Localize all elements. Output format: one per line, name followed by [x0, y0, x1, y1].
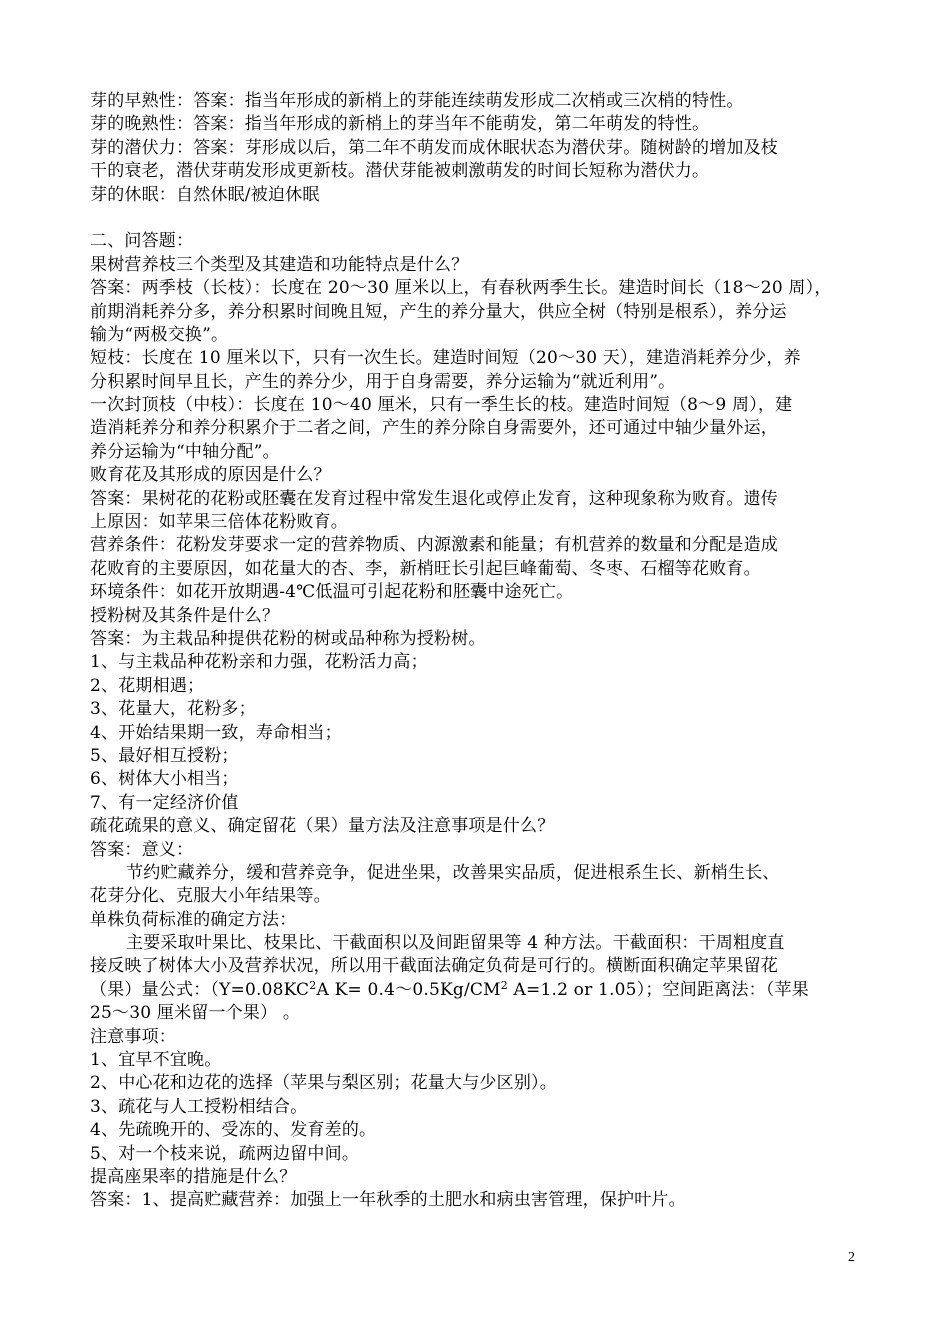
- list-item: 2、花期相遇；: [90, 675, 205, 696]
- list-item: 3、疏花与人工授粉相结合。: [90, 1096, 308, 1117]
- text-line: 答案：果树花的花粉或胚囊在发育过程中常发生退化或停止发育，这种现象称为败育。遗传: [90, 488, 778, 509]
- text-line: 主要采取叶果比、枝果比、干截面积以及间距留果等 4 种方法。干截面积：干周粗度直: [126, 933, 785, 954]
- list-item: 5、最好相互授粉；: [90, 745, 239, 766]
- question-heading: 疏花疏果的意义、确定留花（果）量方法及注意事项是什么？: [90, 816, 555, 837]
- list-item: 4、先疏晚开的、受冻的、发育差的。: [90, 1120, 377, 1141]
- text-line: 芽的休眠：自然休眠/被迫休眠: [90, 184, 320, 205]
- text-line: 芽的早熟性：答案：指当年形成的新梢上的芽能连续萌发形成二次梢或三次梢的特性。: [90, 91, 744, 111]
- text-line: 花败育的主要原因，如花量大的杏、李，新梢旺长引起巨峰葡萄、冬枣、石榴等花败育。: [90, 558, 761, 579]
- formula-text-part: A=1.2 or 1.05）；空间距离法：（苹果: [507, 979, 809, 1000]
- text-line: 25～30 厘米留一个果） 。: [90, 1003, 301, 1024]
- question-heading: 败育花及其形成的原因是什么？: [90, 465, 331, 486]
- text-line: 养分运输为“中轴分配”。: [90, 441, 280, 462]
- question-heading: 授粉树及其条件是什么？: [90, 605, 280, 626]
- blank-line: [90, 207, 860, 230]
- superscript: 2: [309, 978, 317, 992]
- text-line: 接反映了树体大小及营养状况，所以用干截面法确定负荷是可行的。横断面积确定苹果留花: [90, 956, 778, 977]
- text-line: 芽的潜伏力：答案：芽形成以后，第二年不萌发而成休眠状态为潜伏芽。随树龄的增加及枝: [90, 137, 778, 158]
- text-line: 环境条件：如花开放期遇-4℃低温可引起花粉和胚囊中途死亡。: [90, 582, 574, 603]
- list-item: 2、中心花和边花的选择（苹果与梨区别；花量大与少区别）。: [90, 1073, 557, 1094]
- text-line: 输为“两极交换”。: [90, 324, 229, 345]
- text-line: 造消耗养分和养分积累介于二者之间，产生的养分除自身需要外，还可通过中轴少量外运，: [90, 418, 778, 439]
- document-body: [90, 90, 860, 1213]
- list-item: 5、对一个枝来说，疏两边留中间。: [90, 1143, 360, 1164]
- page-number: 2: [848, 1250, 855, 1265]
- text-line: 答案：两季枝（长枝）：长度在 20～30 厘米以上，有春秋两季生长。建造时间长（18～20 周），: [90, 278, 832, 299]
- text-line: 节约贮藏养分，缓和营养竞争，促进坐果，改善果实品质，促进根系生长、新梢生长、: [126, 862, 780, 883]
- section-heading: 二、问答题：: [90, 231, 194, 252]
- question-heading: 果树营养枝三个类型及其建造和功能特点是什么？: [90, 254, 469, 275]
- formula-line: [90, 979, 860, 1002]
- formula-text-part: （果）量公式：（Y=0.08KC: [90, 979, 310, 1000]
- text-line: 答案：1、提高贮藏营养：加强上一年秋季的土肥水和病虫害管理，保护叶片。: [90, 1190, 686, 1211]
- text-line: 花芽分化、克服大小年结果等。: [90, 886, 331, 907]
- text-line: 答案：为主栽品种提供花粉的树或品种称为授粉树。: [90, 628, 486, 649]
- text-line: 营养条件：花粉发芽要求一定的营养物质、内源激素和能量；有机营养的数量和分配是造成: [90, 535, 778, 556]
- text-line: 芽的晚熟性：答案：指当年形成的新梢上的芽当年不能萌发，第二年萌发的特性。: [90, 114, 710, 135]
- text-line: 单株负荷标准的确定方法：: [90, 909, 297, 930]
- text-line: 上原因：如苹果三倍体花粉败育。: [90, 512, 348, 533]
- text-line: 干的衰老，潜伏芽萌发形成更新枝。潜伏芽能被刺激萌发的时间长短称为潜伏力。: [90, 161, 710, 182]
- text-line: 注意事项：: [90, 1026, 176, 1047]
- list-item: 4、开始结果期一致，寿命相当；: [90, 722, 342, 743]
- text-line: 分积累时间早且长，产生的养分少，用于自身需要，养分运输为“就近利用”。: [90, 371, 676, 392]
- list-item: 1、宜早不宜晚。: [90, 1050, 222, 1071]
- text-line: 一次封顶枝（中枝）：长度在 10～40 厘米，只有一季生长的枝。建造时间短（8～9 周），建: [90, 395, 793, 416]
- text-line: 短枝：长度在 10 厘米以下，只有一次生长。建造时间短（20～30 天），建造消耗养分少，养: [90, 348, 801, 369]
- list-item: 1、与主栽品种花粉亲和力强，花粉活力高；: [90, 652, 428, 673]
- list-item: 3、花量大，花粉多；: [90, 699, 256, 720]
- formula-text-part: A K= 0.4～0.5Kg/CM: [316, 979, 501, 1000]
- question-heading: 提高座果率的措施是什么？: [90, 1166, 297, 1187]
- list-item: 7、有一定经济价值: [90, 792, 239, 813]
- list-item: 6、树体大小相当；: [90, 769, 239, 790]
- text-line: 答案：意义：: [90, 839, 194, 860]
- text-line: 前期消耗养分多，养分积累时间晚且短，产生的养分量大，供应全树（特别是根系），养分运: [90, 301, 787, 322]
- superscript: 2: [500, 978, 508, 992]
